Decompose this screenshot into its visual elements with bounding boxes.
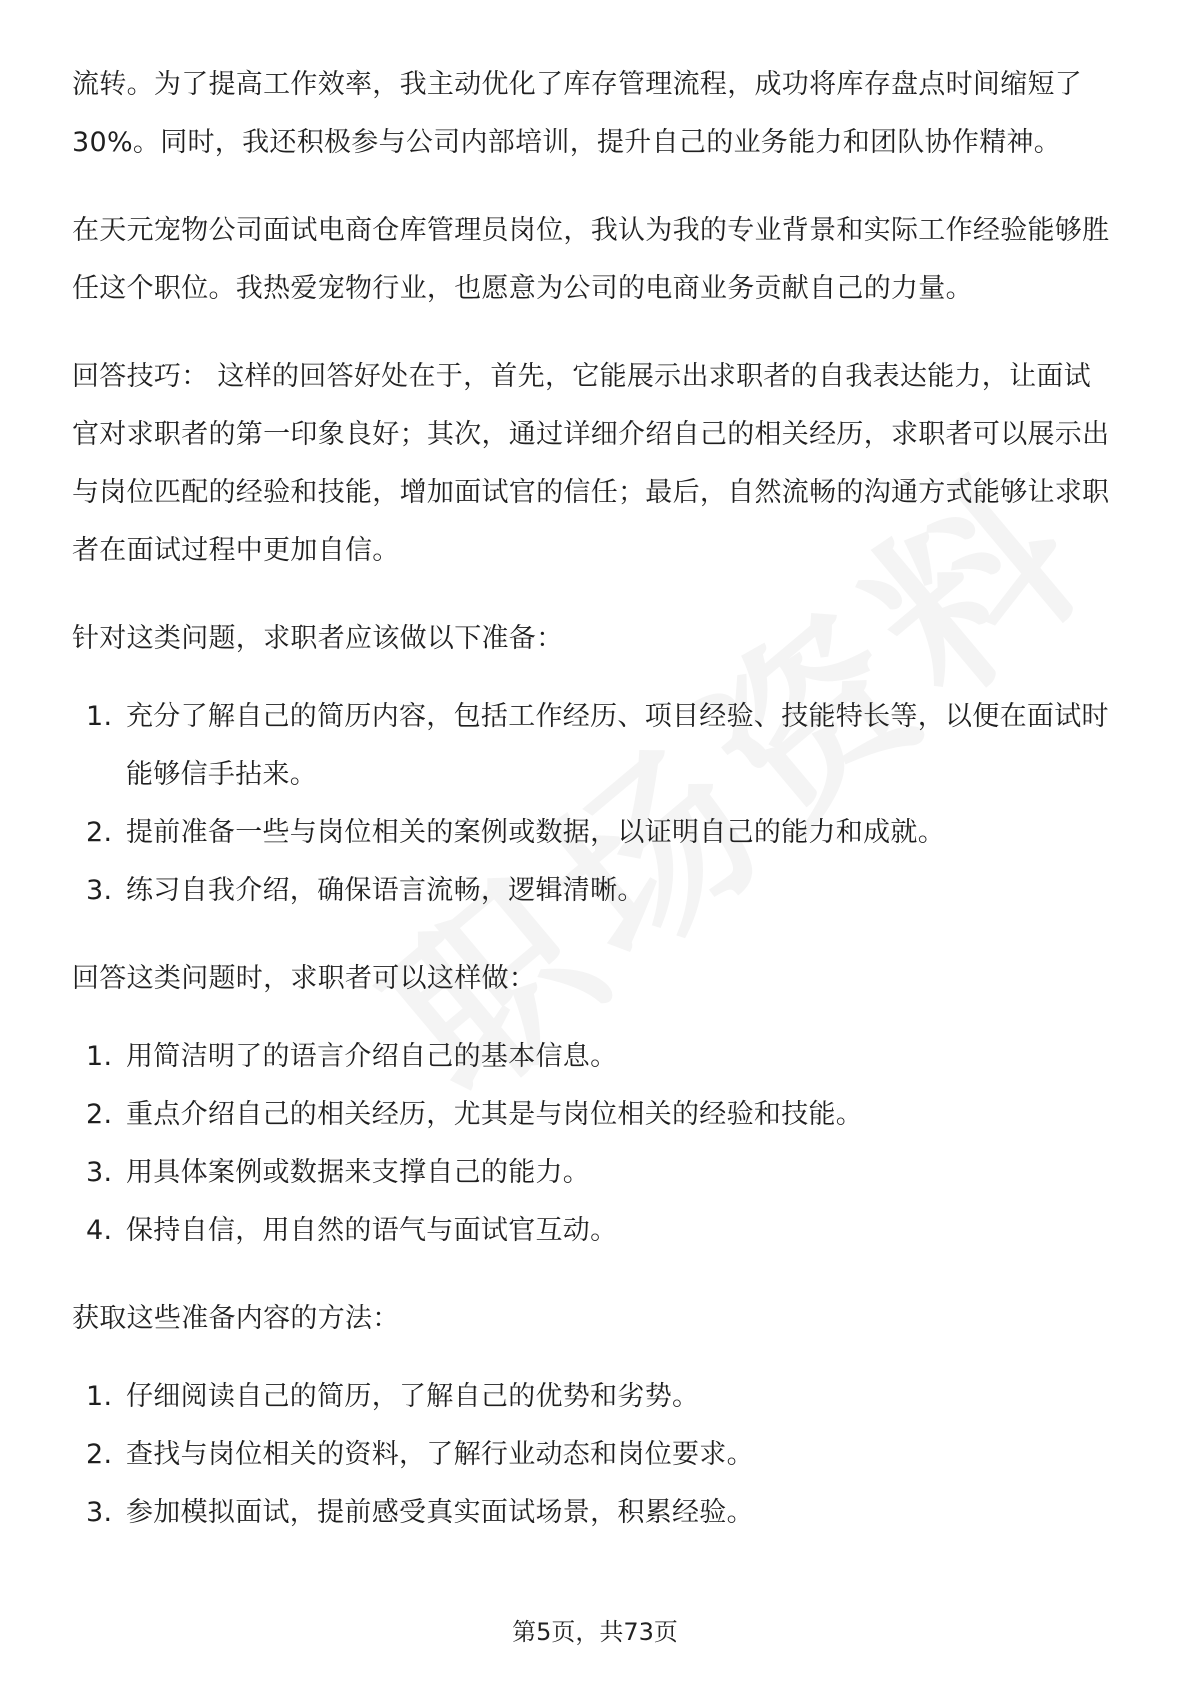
list-item: 2. 提前准备一些与岗位相关的案例或数据，以证明自己的能力和成就。 bbox=[86, 817, 945, 848]
method-list bbox=[72, 1368, 1118, 1542]
list-item: 3. 练习自我介绍，确保语言流畅，逻辑清晰。 bbox=[86, 875, 645, 906]
list-item: 3. 参加模拟面试，提前感受真实面试场景，积累经验。 bbox=[86, 1497, 754, 1528]
document-body bbox=[72, 56, 1118, 1572]
answer-list bbox=[72, 1028, 1118, 1260]
list-item: 2. 查找与岗位相关的资料，了解行业动态和岗位要求。 bbox=[86, 1439, 754, 1470]
paragraph-position: 在天元宠物公司面试电商仓库管理员岗位，我认为我的专业背景和实际工作经验能够胜任这个职位。我热爱宠物行业，也愿意为公司的电商业务贡献自己的力量。 bbox=[72, 215, 1110, 304]
list-item: 1. 用简洁明了的语言介绍自己的基本信息。 bbox=[86, 1041, 618, 1072]
page-number: 第5页，共73页 bbox=[512, 1618, 678, 1646]
method-heading: 获取这些准备内容的方法： bbox=[72, 1303, 400, 1334]
prep-list bbox=[72, 688, 1118, 920]
list-item: 3. 用具体案例或数据来支撑自己的能力。 bbox=[86, 1157, 591, 1188]
answer-heading: 回答这类问题时，求职者可以这样做： bbox=[72, 963, 537, 994]
list-item: 2. 重点介绍自己的相关经历，尤其是与岗位相关的经验和技能。 bbox=[86, 1099, 864, 1130]
list-item: 1. 仔细阅读自己的简历，了解自己的优势和劣势。 bbox=[86, 1381, 700, 1412]
list-item: 4. 保持自信，用自然的语气与面试官互动。 bbox=[86, 1215, 618, 1246]
list-item: 1. 充分了解自己的简历内容，包括工作经历、项目经验、技能特长等，以便在面试时能够信手拈来。 bbox=[86, 701, 1109, 790]
paragraph-prep-heading: 针对这类问题，求职者应该做以下准备： bbox=[72, 623, 564, 654]
paragraph-tips: 回答技巧： 这样的回答好处在于，首先，它能展示出求职者的自我表达能力，让面试官对求职者的第一印象良好；其次，通过详细介绍自己的相关经历，求职者可以展示出与岗位匹配的经验和技能，增加面试官的信任；最后，自然流畅的沟通方式能够让求职者在面试过程中更加自信。 bbox=[72, 361, 1110, 566]
paragraph-intro: 流转。为了提高工作效率，我主动优化了库存管理流程，成功将库存盘点时间缩短了30%。同时，我还积极参与公司内部培训，提升自己的业务能力和团队协作精神。 bbox=[72, 69, 1083, 158]
